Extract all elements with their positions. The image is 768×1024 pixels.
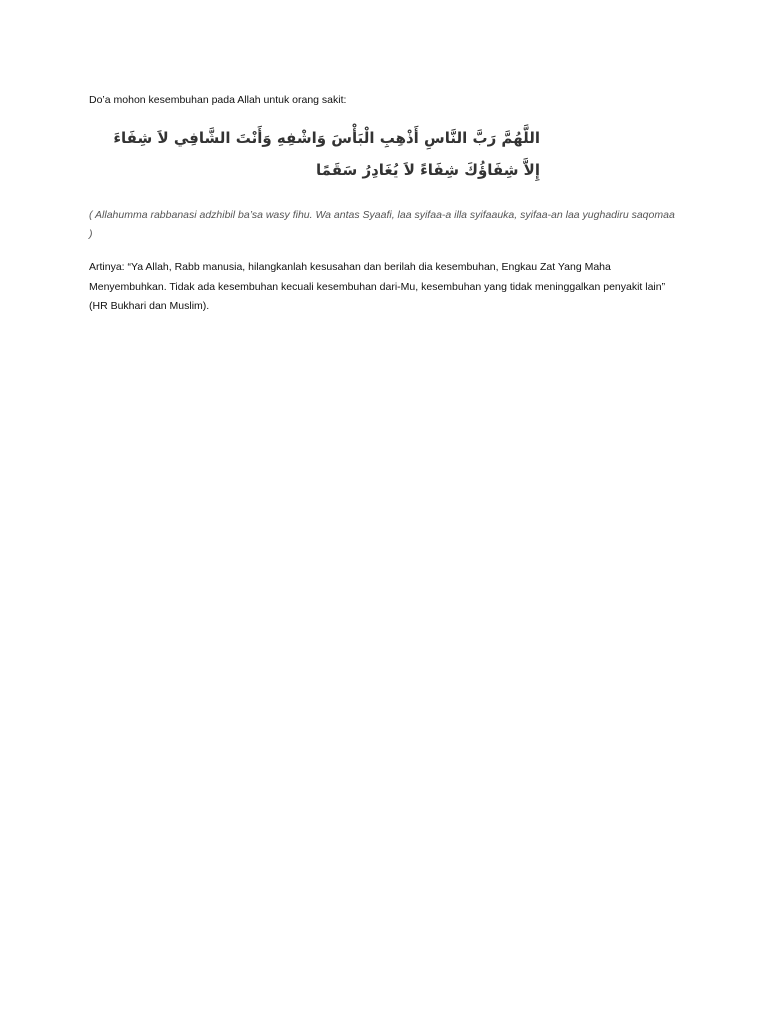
prayer-heading: Do’a mohon kesembuhan pada Allah untuk orang sakit: [89,94,347,106]
arabic-prayer-text: اللَّهُمَّ رَبَّ النَّاسِ أَذْهِبِ الْبَأْسَ وَاشْفِهِ وَأَنْتَ الشَّافِي لاَ شِفَاءَ إِلاَّ شِفَاؤُكَ شِفَاءً لاَ يُغَادِرُ سَقَمًا [113,129,540,179]
meaning-text: Artinya: “Ya Allah, Rabb manusia, hilangkanlah kesusahan dan berilah dia kesembuhan, Engkau Zat Yang Maha Menyembuhkan. Tidak ada kesembuhan kecuali kesembuhan dari-Mu, kesembuhan yang tidak meninggalkan penyakit lain” (HR Bukhari dan Muslim). [89,261,666,312]
transliteration-text: ( Allahumma rabbanasi adzhibil ba’sa wasy fihu. Wa antas Syaafi, laa syifaa-a illa syifaauka, syifaa-an laa yughadiru saqomaa ) [89,209,675,240]
